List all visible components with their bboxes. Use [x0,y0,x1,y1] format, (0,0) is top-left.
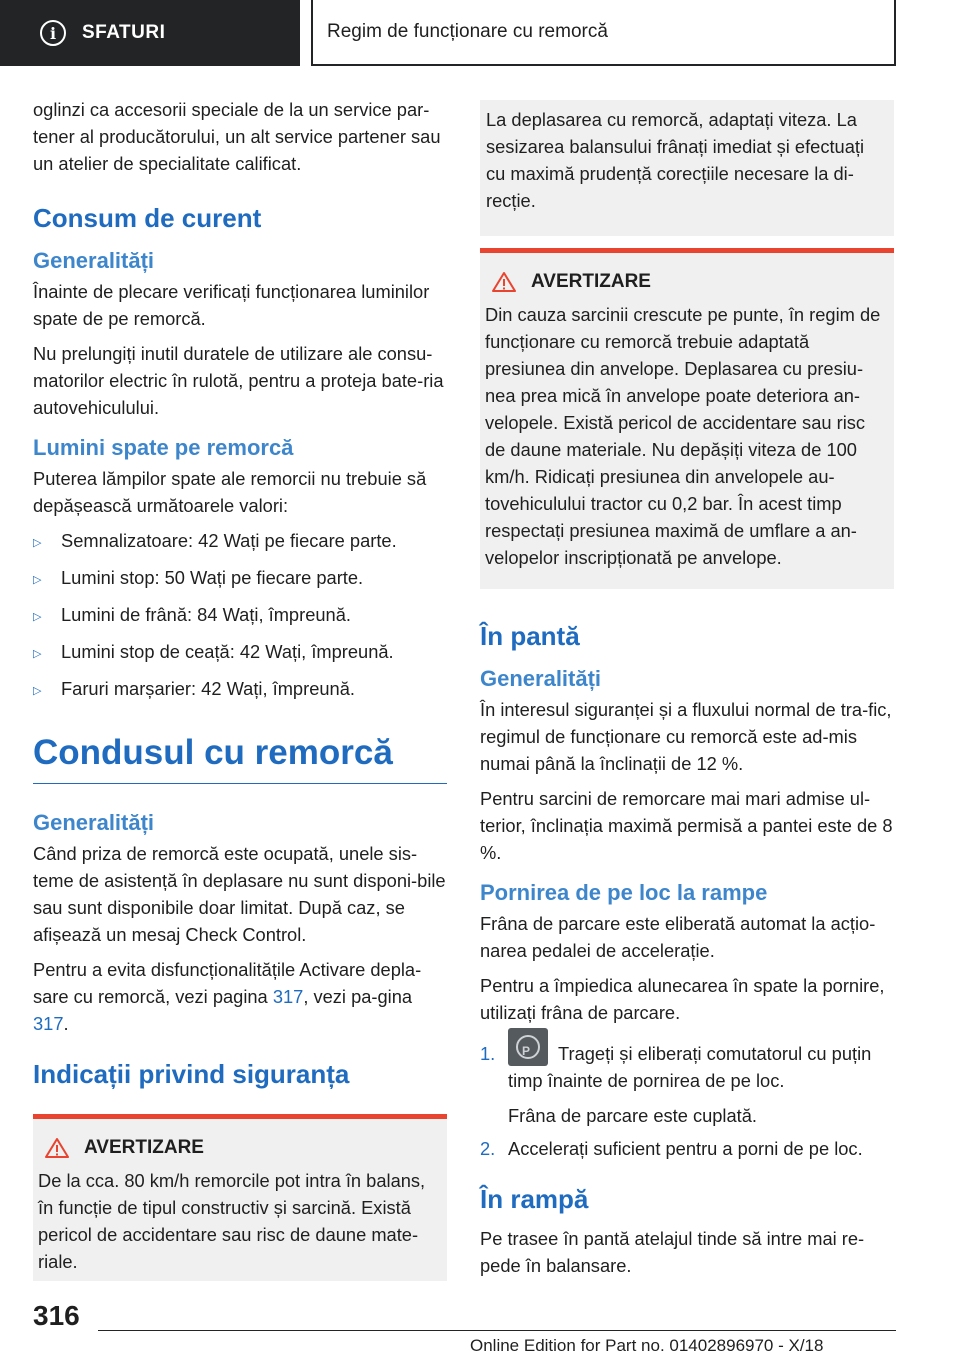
page-link-317[interactable]: 317 [272,986,304,1007]
step-number: 1. [480,1043,496,1064]
page-number: 316 [33,1300,80,1331]
left-column [33,96,447,1281]
triangle-bullet-icon: ▷ [33,685,42,697]
paragraph: Când priza de remorcă este ocupată, unele sis-teme de asistență în deplasare nu sunt disponi-bile sau sunt disponibile doar limitat. După caz, se afișează un mesaj Check Control. [33,843,446,945]
intro-paragraph: oglinzi ca accesorii speciale de la un service par-tener al producătorului, un alt service partener sau un atelier de specialitate calificat. [33,99,441,174]
list-item [480,1135,894,1162]
section-title-rampa: În rampă [480,1184,589,1214]
warning-label: AVERTIZARE [531,271,651,292]
step-result: Frâna de parcare este cuplată. [508,1105,757,1126]
subsection-title-pornire: Pornirea de pe loc la rampe [480,880,768,905]
list-item [480,1040,894,1129]
list-item: ▷ Semnalizatoare: 42 Wați pe fiecare parte. [33,527,447,557]
paragraph: Frâna de parcare este eliberată automat la acțio-narea pedalei de accelerație. [480,913,876,961]
step-text: Accelerați suficient pentru a porni de pe loc. [508,1138,863,1159]
paragraph: Nu prelungiți inutil duratele de utilizare ale consu-matorilor electric în rulotă, pentru a proteja bate-ria autovehiculului. [33,343,444,418]
warning-triangle-icon [44,1137,70,1159]
triangle-bullet-icon: ▷ [33,648,42,660]
chapter-header-title: Regim de funcționare cu remorcă [311,0,896,66]
subsection-title-lumini: Lumini spate pe remorcă [33,435,294,460]
lamp-power-list [33,527,447,705]
cross-reference-paragraph: Pentru a evita disfuncționalitățile Activare depla-sare cu remorcă, vezi pagina 317, vezi pa-gina 317. [33,959,422,1034]
step-list [480,1040,894,1162]
right-column [480,100,894,1287]
edition-note: Online Edition for Part no. 01402896970 - X/18 [470,1336,824,1355]
subsection-title-generalitati-1: Generalități [33,248,155,273]
chapter-title: Condusul cu remorcă [33,733,447,784]
paragraph: Puterea lămpilor spate ale remorcii nu trebuie să depășească următoarele valori: [33,468,427,516]
section-title-panta: În pantă [480,621,580,651]
section-tab-label: SFATURI [82,22,166,43]
parking-brake-icon: P [508,1028,548,1066]
warning-text: De la cca. 80 km/h remorcile pot intra în balans, în funcție de tipul constructiv și sarcină. Există pericol de accidentare sau risc de daune mate-riale. [38,1170,426,1272]
triangle-bullet-icon: ▷ [33,574,42,586]
info-icon: i [40,20,66,46]
paragraph: Pentru a împiedica alunecarea în spate la pornire, utilizați frâna de parcare. [480,975,885,1023]
subsection-title-generalitati-2: Generalități [33,810,155,835]
section-title-consum: Consum de curent [33,203,262,233]
warning-box [33,1114,447,1281]
section-title-siguranta: Indicații privind siguranța [33,1059,350,1089]
footer-divider [98,1330,896,1331]
paragraph: Pe trasee în pantă atelajul tinde să intre mai re-pede în balansare. [480,1228,865,1276]
step-number: 2. [480,1138,496,1159]
paragraph: Pentru sarcini de remorcare mai mari admise ul-terior, înclinația maximă permisă a pantei este de 8 %. [480,788,893,863]
page-header [0,0,960,66]
section-tab[interactable] [0,0,300,66]
triangle-bullet-icon: ▷ [33,537,42,549]
list-item: ▷ Lumini de frână: 84 Wați, împreună. [33,601,447,631]
list-item: ▷ Faruri marșarier: 42 Wați, împreună. [33,675,447,705]
warning-label: AVERTIZARE [84,1137,204,1158]
warning-continuation [480,100,894,236]
list-item: ▷ Lumini stop de ceață: 42 Wați, împreună. [33,638,447,668]
warning-text: La deplasarea cu remorcă, adaptați viteza. La sesizarea balansului frânați imediat și efectuați cu maximă prudență corecțiile necesare la di-recție. [486,109,865,211]
paragraph: Înainte de plecare verificați funcționarea luminilor spate de pe remorcă. [33,281,430,329]
warning-box [480,248,894,589]
step-text: Trageți și eliberați comutatorul cu puțin timp înainte de pornirea de pe loc. [508,1043,872,1091]
triangle-bullet-icon: ▷ [33,611,42,623]
warning-text: Din cauza sarcinii crescute pe punte, în regim de funcționare cu remorcă trebuie adaptată presiunea din anvelope. Deplasarea cu presiu-nea prea mică în anvelope poate deteriora an-velopele. Există pericol de accidentare sau risc de daune materiale. Nu depășiți viteza de 100 km/h. Ridicați presiunea din anvelopele au-tovehiculului tractor cu 0,2 bar. În acest timp respectați presiunea maximă de umflare a an-velopelor inscripționată pe anvelope. [485,304,881,568]
subsection-title-generalitati-3: Generalități [480,666,602,691]
page-link-317[interactable]: 317 [33,1013,64,1034]
warning-triangle-icon [491,271,517,293]
paragraph: În interesul siguranței și a fluxului normal de tra-fic, regimul de funcționare cu remorcă este ad-mis numai până la înclinații de 12 %. [480,699,892,774]
list-item: ▷ Lumini stop: 50 Wați pe fiecare parte. [33,564,447,594]
